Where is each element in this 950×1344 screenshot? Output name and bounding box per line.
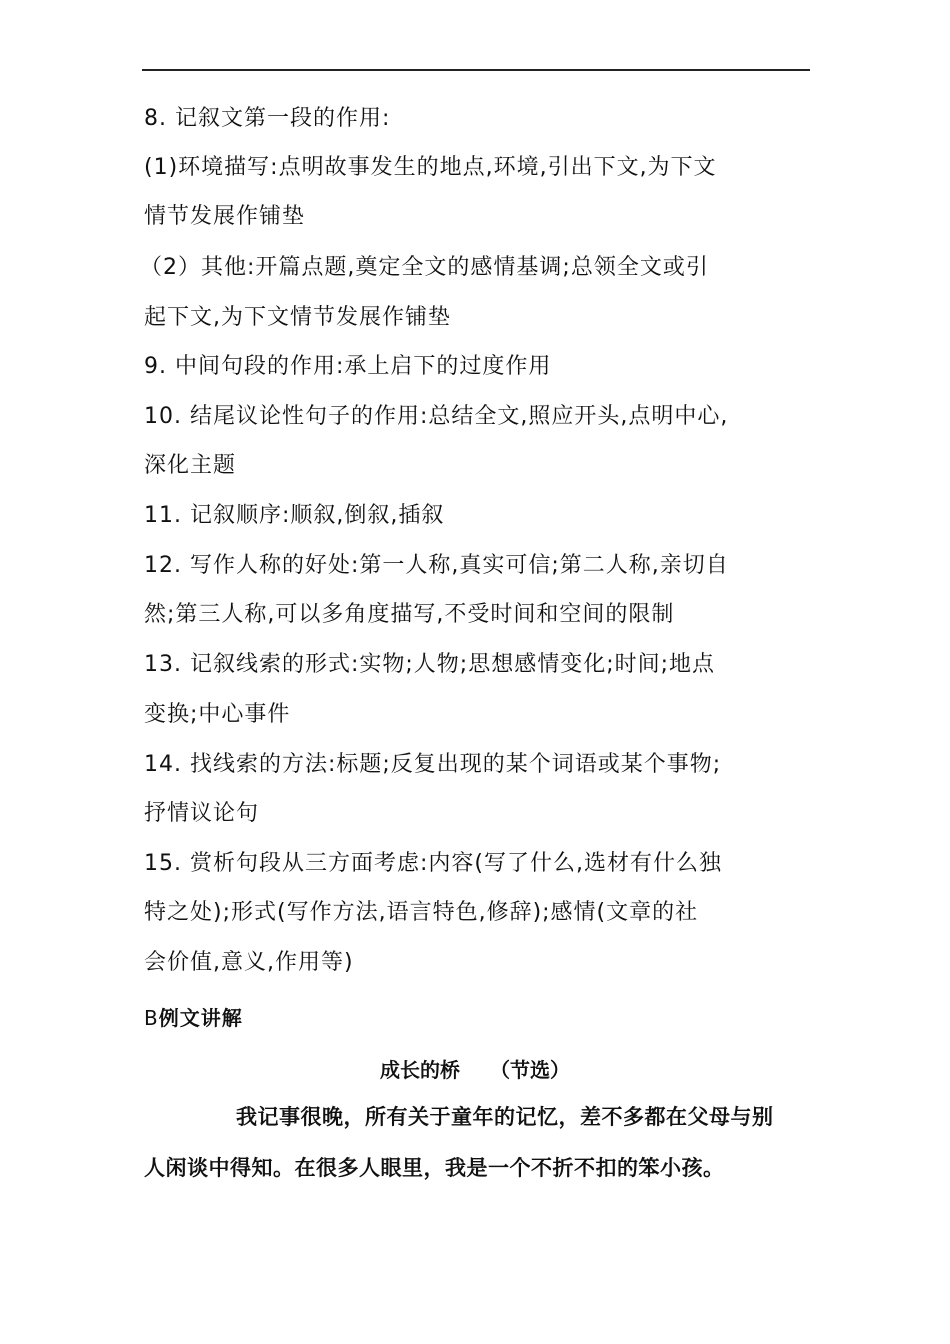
text-line-10: 10. 结尾议论性句子的作用:总结全文,照应开头,点明中心, [144,404,729,429]
text-line-11: 11. 记叙顺序:顺叙,倒叙,插叙 [144,503,445,528]
section-prefix: B [144,1006,159,1030]
text-line-8-1-cont: 情节发展作铺垫 [144,204,306,229]
text-line-12-cont: 然;第三人称,可以多角度描写,不受时间和空间的限制 [144,602,675,627]
text-line-15-cont-2: 会价值,意义,作用等) [144,950,354,975]
text-line-8: 8. 记叙文第一段的作用: [144,106,391,131]
text-line-8-2-cont: 起下文,为下文情节发展作铺垫 [144,305,451,330]
text-line-15-cont-1: 特之处);形式(写作方法,语言特色,修辞);感情(文章的社 [144,900,699,925]
section-label: 例文讲解 [158,1006,243,1030]
text-line-8-2: （2）其他:开篇点题,奠定全文的感情基调;总领全文或引 [140,255,709,280]
text-line-14-cont: 抒情议论句 [144,801,260,826]
header-rule [142,69,810,71]
text-line-10-cont: 深化主题 [144,453,237,478]
text-line-14: 14. 找线索的方法:标题;反复出现的某个词语或某个事物; [144,752,722,777]
article-paragraph-line-2: 人闲谈中得知。在很多人眼里，我是一个不折不扣的笨小孩。 [144,1156,725,1180]
article-title: 成长的桥 （节选） [380,1058,570,1082]
article-paragraph-line-1: 我记事很晚，所有关于童年的记忆，差不多都在父母与别 [236,1105,774,1129]
text-line-8-1: (1)环境描写:点明故事发生的地点,环境,引出下文,为下文 [144,155,717,180]
text-line-13: 13. 记叙线索的形式:实物;人物;思想感情变化;时间;地点 [144,652,716,677]
text-line-15: 15. 赏析句段从三方面考虑:内容(写了什么,选材有什么独 [144,851,722,876]
text-line-13-cont: 变换;中心事件 [144,702,291,727]
section-heading [144,1003,243,1033]
text-line-9: 9. 中间句段的作用:承上启下的过度作用 [144,354,552,379]
text-line-12: 12. 写作人称的好处:第一人称,真实可信;第二人称,亲切自 [144,553,729,578]
